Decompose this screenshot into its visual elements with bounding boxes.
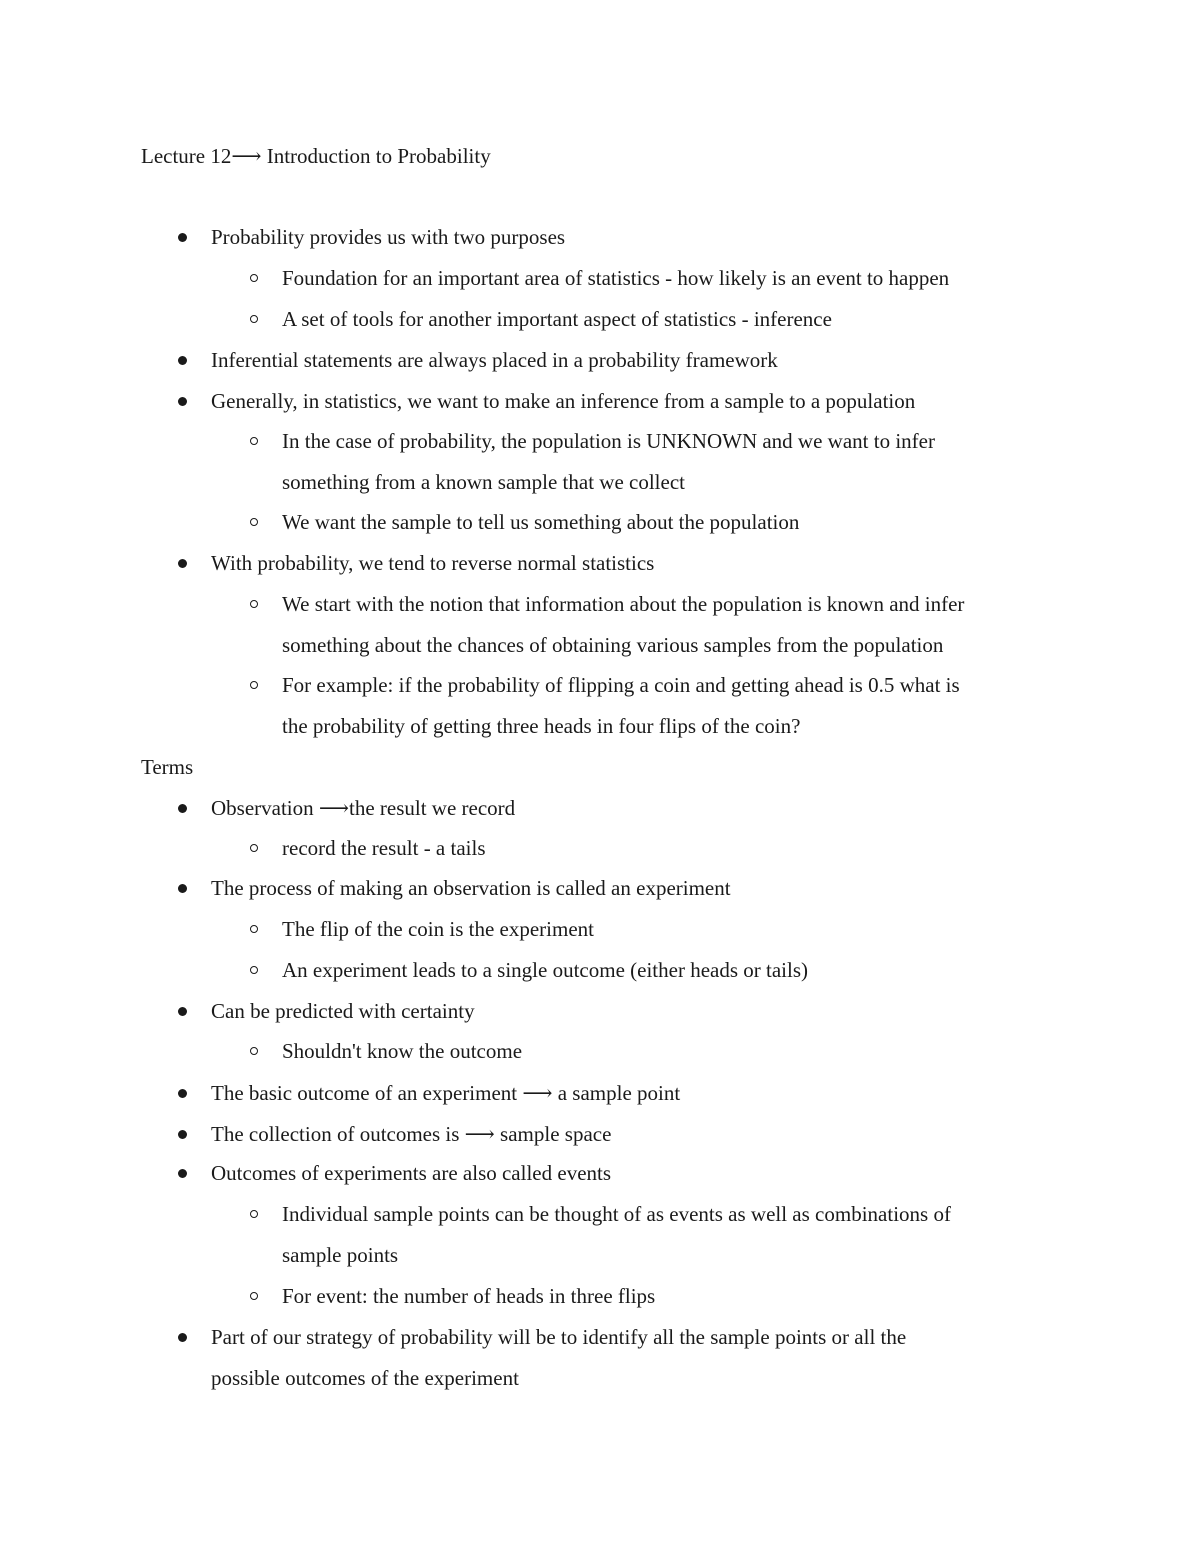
bullet-circle-icon	[250, 1292, 258, 1300]
bullet-circle-icon	[250, 437, 258, 445]
bullet-dot-icon	[178, 1130, 187, 1139]
bullet-circle-icon	[250, 518, 258, 526]
sub-list-item: For example: if the probability of flipping a coin and getting ahead is 0.5 what is	[282, 673, 960, 697]
list-item: The basic outcome of an experiment ⟶ a sample point	[211, 1081, 681, 1105]
sub-list-item: A set of tools for another important aspect of statistics - inference	[282, 307, 832, 331]
list-item: Can be predicted with certainty	[211, 999, 475, 1023]
list-item-continuation: possible outcomes of the experiment	[211, 1366, 519, 1390]
sub-list-item: Shouldn't know the outcome	[282, 1039, 523, 1063]
sub-list-item-continuation: something about the chances of obtaining various samples from the population	[282, 633, 944, 657]
list-item: Outcomes of experiments are also called events	[211, 1161, 612, 1185]
sub-list-item: We start with the notion that information about the population is known and infer	[282, 592, 965, 616]
bullet-dot-icon	[178, 1007, 187, 1016]
bullet-circle-icon	[250, 315, 258, 323]
bullet-circle-icon	[250, 844, 258, 852]
bullet-circle-icon	[250, 681, 258, 689]
sub-list-item: We want the sample to tell us something about the population	[282, 510, 800, 534]
bullet-dot-icon	[178, 356, 187, 365]
sub-list-item: For event: the number of heads in three flips	[282, 1284, 656, 1308]
sub-list-item-continuation: the probability of getting three heads in four flips of the coin?	[282, 714, 801, 738]
sub-list-item-continuation: something from a known sample that we collect	[282, 470, 685, 494]
page-title: Lecture 12⟶ Introduction to Probability	[141, 144, 491, 168]
bullet-circle-icon	[250, 274, 258, 282]
list-item: The collection of outcomes is ⟶ sample space	[211, 1122, 612, 1146]
sub-list-item: The flip of the coin is the experiment	[282, 917, 594, 941]
sub-list-item: An experiment leads to a single outcome (either heads or tails)	[282, 958, 808, 982]
list-item: With probability, we tend to reverse normal statistics	[211, 551, 655, 575]
bullet-circle-icon	[250, 600, 258, 608]
list-item: Probability provides us with two purposes	[211, 225, 566, 249]
section-heading-terms: Terms	[141, 755, 194, 779]
bullet-circle-icon	[250, 966, 258, 974]
sub-list-item-continuation: sample points	[282, 1243, 399, 1267]
bullet-dot-icon	[178, 233, 187, 242]
bullet-dot-icon	[178, 1333, 187, 1342]
sub-list-item: In the case of probability, the population is UNKNOWN and we want to infer	[282, 429, 935, 453]
sub-list-item: Foundation for an important area of statistics - how likely is an event to happen	[282, 266, 950, 290]
bullet-dot-icon	[178, 559, 187, 568]
bullet-circle-icon	[250, 925, 258, 933]
list-item: Part of our strategy of probability will be to identify all the sample points or all the	[211, 1325, 907, 1349]
list-item: Generally, in statistics, we want to make an inference from a sample to a population	[211, 389, 916, 413]
sub-list-item: Individual sample points can be thought of as events as well as combinations of	[282, 1202, 951, 1226]
list-item: Observation ⟶the result we record	[211, 796, 516, 820]
bullet-dot-icon	[178, 884, 187, 893]
sub-list-item: record the result - a tails	[282, 836, 486, 860]
list-item: Inferential statements are always placed in a probability framework	[211, 348, 778, 372]
bullet-dot-icon	[178, 1169, 187, 1178]
bullet-dot-icon	[178, 804, 187, 813]
bullet-dot-icon	[178, 1089, 187, 1098]
bullet-circle-icon	[250, 1047, 258, 1055]
bullet-circle-icon	[250, 1210, 258, 1218]
list-item: The process of making an observation is called an experiment	[211, 876, 731, 900]
bullet-dot-icon	[178, 397, 187, 406]
